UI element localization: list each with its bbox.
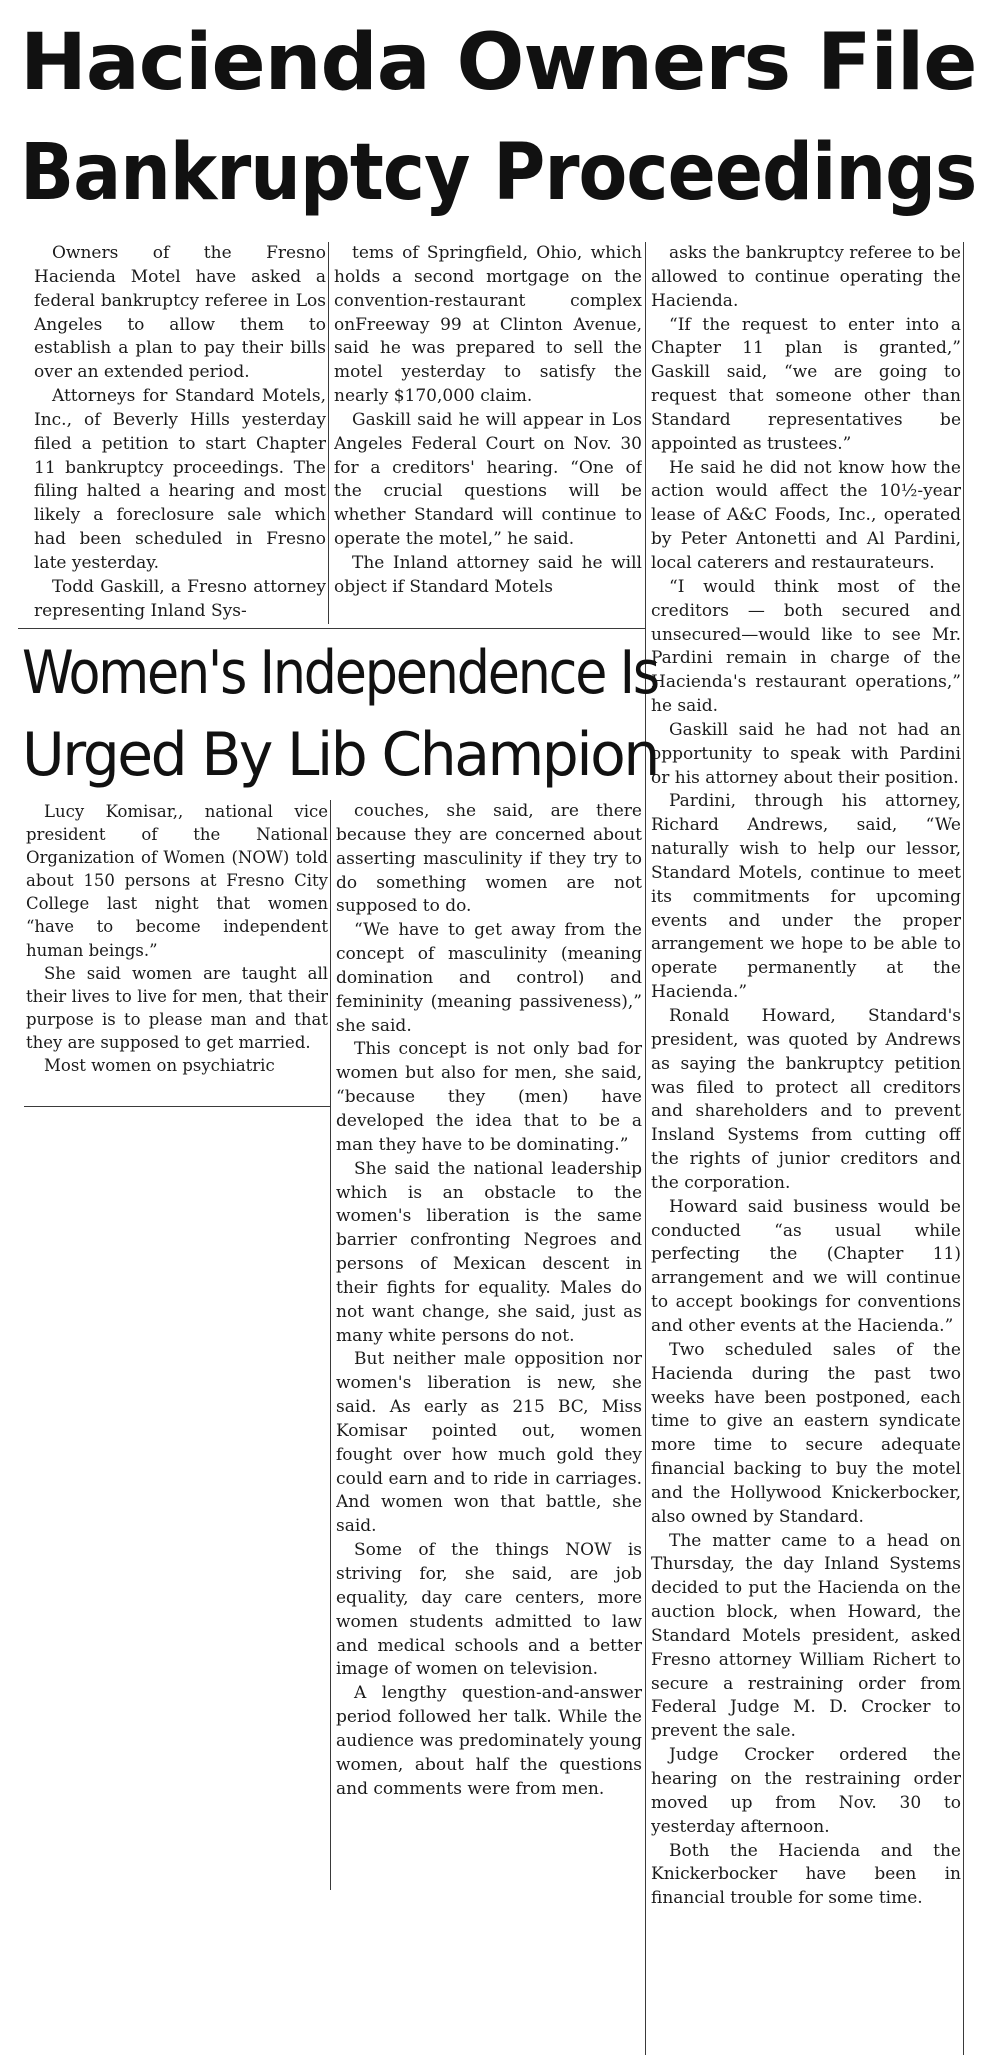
paragraph: A lengthy question-and-answer period followed her talk. While the audience was predominately young women, about half the questions and comments were from men. [336,1683,642,1799]
story1-column-2 [334,242,642,624]
paragraph: Attorneys for Standard Motels, Inc., of Beverly Hills yesterday filed a petition to start Chapter 11 bankruptcy proceedings. The filing halted a hearing and most likely a foreclosure sale which had been scheduled in Fresno late yesterday. [34,386,326,573]
story1-headline [20,8,980,248]
paragraph: The matter came to a head on Thursday, the day Inland Systems decided to put the Hacienda on the auction block, when Howard, the Standard Motels president, asked Fresno attorney William Richert to secure a restraining order from Federal Judge M. D. Crocker to prevent the sale. [651,1530,961,1742]
paragraph: Some of the things NOW is striving for, she said, are job equality, day care centers, more women students admitted to law and medical schools and a better image of women on television. [336,1540,642,1680]
paragraph: The Inland attorney said he will object if Standard Motels [334,552,642,597]
story-divider [18,628,645,629]
paragraph: Judge Crocker ordered the hearing on the restraining order moved up from Nov. 30 to yesterday afternoon. [651,1745,961,1837]
story2-headline [22,632,662,796]
story1-headline-line-2: Bankruptcy Proceedings [20,128,977,218]
story2-headline-line-2: Urged By Lib Champion [22,720,658,790]
paragraph: “I would think most of the creditors — both secured and unsecured—would like to see Mr. Pardini remain in charge of the Hacienda's restaurant operations,” he said. [651,576,961,717]
column-end-rule [24,1106,330,1107]
paragraph: Lucy Komisar,, national vice president of the National Organization of Women (NOW) told about 150 persons at Fresno City College last night that women “have to become independent human beings.” [26,802,328,960]
column-rule [328,242,329,624]
paragraph: Owners of the Fresno Hacienda Motel have asked a federal bankruptcy referee in Los Angeles to allow them to establish a plan to pay their bills over an extended period. [34,243,326,383]
paragraph: Two scheduled sales of the Hacienda during the past two weeks have been postponed, each time to give an eastern syndicate more time to secure adequate financial backing to buy the motel and the Hollywood Knickerbocker, also owned by Standard. [651,1339,961,1527]
story2-headline-line-1: Women's Independence Is [22,638,658,708]
paragraph: She said women are taught all their lives to live for men, that their purpose is to please man and that they are supposed to get married. [26,963,328,1052]
paragraph: He said he did not know how the action would affect the 10½-year lease of A&C Foods, Inc., operated by Peter Antonetti and Al Pardini, local caterers and restaurateurs. [651,457,961,573]
paragraph: Gaskill said he will appear in Los Angeles Federal Court on Nov. 30 for a creditors' hearing. “One of the crucial questions will be whether Standard will continue to operate the motel,” he said. [334,409,642,550]
column-rule [963,242,964,2055]
paragraph: tems of Springfield, Ohio, which holds a second mortgage on the convention-restaurant complex onFreeway 99 at Clinton Avenue, said he was prepared to sell the motel yesterday to satisfy the nearly $170,000 claim. [334,243,642,407]
paragraph: asks the bankruptcy referee to be allowed to continue operating the Hacienda. [651,243,961,311]
paragraph: “We have to get away from the concept of masculinity (meaning domination and control) and femininity (meaning passiveness),” she said. [336,920,642,1036]
story1-headline-line-1: Hacienda Owners File [20,18,977,108]
column-rule [645,242,646,2055]
story2-column-1 [26,800,328,1088]
paragraph: She said the national leadership which is an obstacle to the women's liberation is the same barrier confronting Negroes and persons of Mexican descent in their fights for equality. Males do not want change, she said, just as many white persons do not. [336,1158,642,1346]
paragraph: Ronald Howard, Standard's president, was quoted by Andrews as saying the bankruptcy petition was filed to protect all creditors and shareholders and to prevent Insland Systems from cutting off the rights of junior creditors and the corporation. [651,1006,961,1193]
story1-column-1 [34,242,326,624]
paragraph: Gaskill said he had not had an opportunity to speak with Pardini or his attorney about their position. [651,719,961,788]
paragraph: Most women on psychiatric [44,1056,275,1076]
column-rule [330,800,331,1890]
paragraph: couches, she said, are there because they are concerned about asserting masculinity if they try to do something women are not supposed to do. [336,801,642,917]
paragraph: But neither male opposition nor women's liberation is new, she said. As early as 215 BC, Miss Komisar pointed out, women fought over how much gold they could earn and to ride in carriages. And women won that battle, she said. [336,1349,642,1537]
paragraph: “If the request to enter into a Chapter 11 plan is granted,” Gaskill said, “we are going to request that someone other than Standard representatives be appointed as trustees.” [651,314,961,454]
story2-column-2 [336,800,642,1880]
paragraph: Howard said business would be conducted “as usual while perfecting the (Chapter 11) arrangement and we will continue to accept bookings for conventions and other events at the Hacienda.” [651,1196,961,1336]
paragraph: Both the Hacienda and the Knickerbocker have been in financial trouble for some time. [651,1840,961,1909]
story1-column-3 [651,242,961,2054]
paragraph: This concept is not only bad for women but also for men, she said, “because they (men) have developed the idea that to be a man they have to be dominating.” [336,1039,642,1155]
paragraph: Todd Gaskill, a Fresno attorney representing Inland Sys- [34,576,326,621]
paragraph: Pardini, through his attorney, Richard Andrews, said, “We naturally wish to help our lessor, Standard Motels, continue to meet its commitments for upcoming events and under the proper arrangement we hope to be able to operate permanently at the Hacienda.” [651,791,961,1003]
